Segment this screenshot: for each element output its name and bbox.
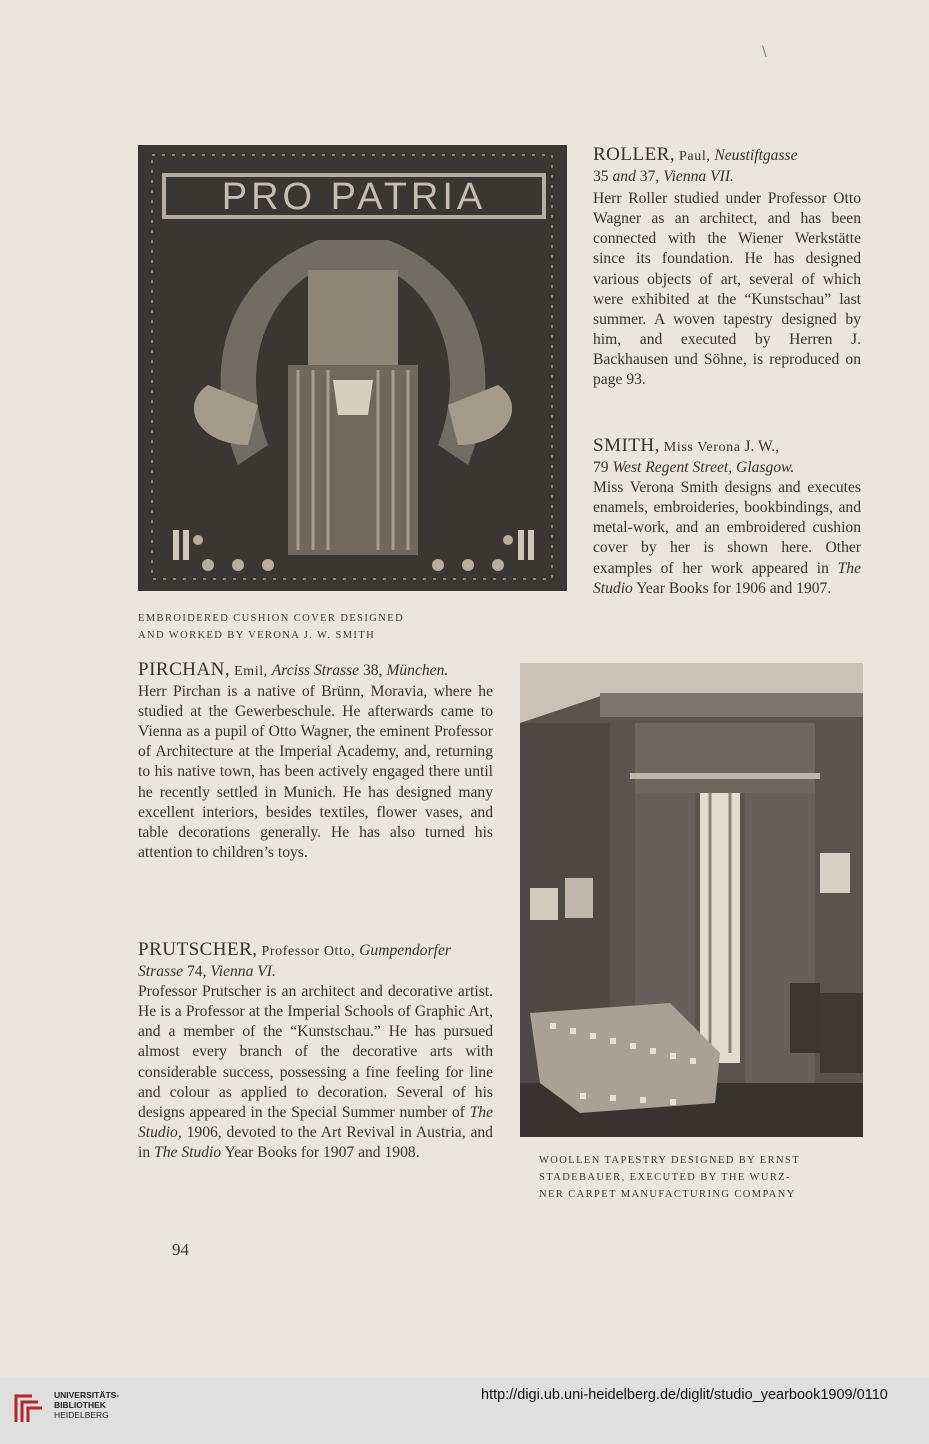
entry-smith <box>593 436 861 599</box>
entry-pirchan <box>138 660 493 863</box>
interior-tapestry-image <box>520 663 863 1137</box>
entry-firstname: Emil, <box>234 664 268 679</box>
page-number: 94 <box>172 1240 189 1259</box>
entry-address: Vienna VI. <box>210 963 276 981</box>
entry-body: Professor Prutscher is an architect and decorative artist. He is a Professor at the Imperial Schools of Graphic Art, and a member of the “Kunstschau.” He has pursued almost every branch of the decorative arts with considerable success, possessing a fine feeling for line and colour as applied to decoration. Several of his designs appeared in the Special Summer number of <box>138 983 493 1121</box>
permalink[interactable]: http://digi.ub.uni-heidelberg.de/diglit/studio_yearbook1909/0110 <box>481 1387 888 1403</box>
entry-address: Arciss Strasse <box>271 662 360 679</box>
caption-line: AND WORKED BY VERONA J. W. SMITH <box>138 630 376 641</box>
interior-tapestry-caption <box>539 1152 869 1203</box>
entry-address: 74, <box>186 963 207 981</box>
entry-body-italic: The Studio, <box>138 1103 493 1141</box>
entry-firstname: Miss Verona <box>663 440 741 455</box>
page-mark: \ <box>762 44 767 60</box>
entry-firstname: Paul, <box>679 149 711 164</box>
entry-address: München. <box>386 662 449 679</box>
library-line: HEIDELBERG <box>54 1410 109 1420</box>
entry-address: 37, <box>639 168 660 186</box>
cushion-cover-caption <box>138 610 568 644</box>
entry-initials: J. W., <box>744 438 780 455</box>
entry-name: SMITH, <box>593 435 660 456</box>
entry-address: 38, <box>362 662 383 679</box>
entry-address: 35 <box>593 168 609 186</box>
entry-body: Herr Pirchan is a native of Brünn, Moravia, where he studied at the Gewerbeschule. He afterwards came to Vienna as a pupil of Otto Wagner, the eminent Professor of Architecture at the Imperial Academy, and, returning to his native town, has been actively engaged there until he recently settled in Munich. He has designed many excellent interiors, besides textiles, flower vases, and table decorations generally. He has also turned his attention to children’s toys. <box>138 683 493 861</box>
entry-name: PRUTSCHER, <box>138 939 258 960</box>
entry-body: 1906, devoted to the Art Revival in Austria, and in <box>138 1123 493 1161</box>
library-line: BIBLIOTHEK <box>54 1400 106 1410</box>
entry-body: Herr Roller studied under Professor Otto Wagner as an architect, and has been connected with the Wiener Werkstätte since its foundation. He has designed various objects of art, several of which were exhibited at the “Kunstschau” last summer. A woven tapestry designed by him, and executed by Herren J. Backhausen und Söhne, is reproduced on page 93. <box>593 190 861 389</box>
pro-patria-text: PRO PATRIA <box>221 176 487 218</box>
entry-roller <box>593 145 861 390</box>
caption-line: EMBROIDERED CUSHION COVER DESIGNED <box>138 613 405 624</box>
entry-address: Gumpendorfer Strasse <box>138 942 451 981</box>
caption-line: WOOLLEN TAPESTRY DESIGNED BY ERNST <box>539 1155 801 1166</box>
library-line: UNIVERSITÄTS- <box>54 1390 120 1400</box>
library-logo-icon <box>12 1388 46 1426</box>
entry-address: West Regent Street, Glasgow. <box>612 459 795 477</box>
entry-address: Neustiftgasse <box>714 147 798 164</box>
entry-address: Vienna VII. <box>663 168 734 186</box>
caption-line: STADEBAUER, EXECUTED BY THE WURZ- <box>539 1172 791 1183</box>
cushion-cover-illustration <box>138 145 567 591</box>
entry-body: Year Books for 1907 and 1908. <box>224 1143 420 1161</box>
interior-illustration <box>520 663 863 1137</box>
entry-prutscher <box>138 940 493 1163</box>
entry-body: Miss Verona Smith designs and executes enamels, embroideries, bookbindings, and metal-work, and an embroidered cushion cover by her is shown here. Other examples of her work appeared in <box>593 479 861 577</box>
entry-name: ROLLER, <box>593 144 676 165</box>
entry-address: and <box>612 168 636 186</box>
entry-body: Year Books for 1906 and 1907. <box>636 579 832 597</box>
entry-body-italic: The Studio <box>154 1143 222 1161</box>
library-name <box>54 1390 119 1420</box>
entry-body-italic: The Studio <box>593 559 861 597</box>
entry-name: PIRCHAN, <box>138 659 231 680</box>
entry-address: 79 <box>593 459 609 477</box>
cushion-cover-image <box>138 145 567 591</box>
entry-firstname: Professor Otto, <box>261 944 356 959</box>
caption-line: NER CARPET MANUFACTURING COMPANY <box>539 1189 796 1200</box>
